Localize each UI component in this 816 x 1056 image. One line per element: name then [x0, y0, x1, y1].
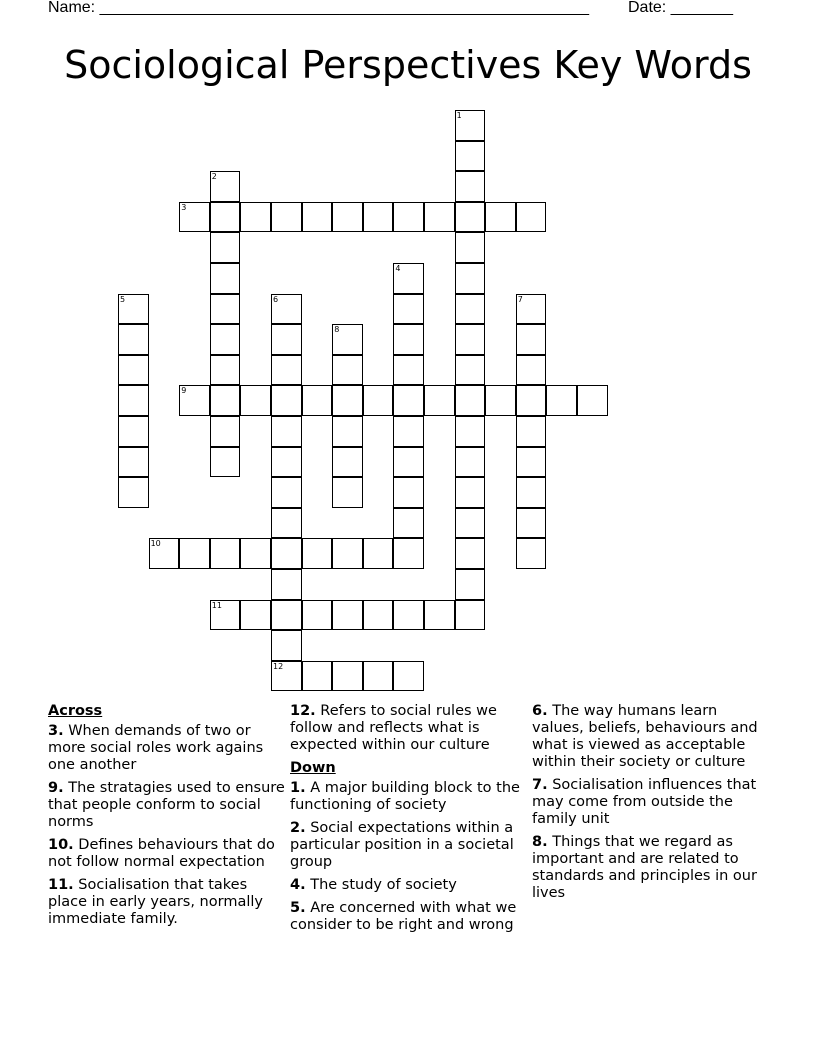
grid-cell[interactable]	[393, 355, 424, 386]
clue-number: 4	[395, 264, 401, 273]
clue-number: 8	[334, 325, 340, 335]
grid-cell[interactable]	[302, 538, 333, 569]
clue-across-10: 10. Defines behaviours that do not follow normal expectation	[48, 837, 275, 870]
grid-cell[interactable]	[179, 202, 210, 233]
grid-cell[interactable]	[393, 447, 424, 478]
grid-cell[interactable]	[118, 416, 149, 447]
grid-cell[interactable]	[485, 202, 516, 233]
grid-cell[interactable]	[332, 477, 363, 508]
grid-cell[interactable]	[455, 508, 486, 539]
grid-cell[interactable]	[271, 294, 302, 325]
grid-cell[interactable]	[455, 538, 486, 569]
clue-number: 6	[273, 294, 279, 304]
clue-down-6: 6. The way humans learn values, beliefs, behaviours and what is viewed as acceptable within their society or culture	[532, 703, 758, 770]
grid-cell[interactable]	[516, 508, 547, 539]
grid-cell[interactable]	[424, 202, 455, 233]
clues-column-1	[48, 703, 288, 934]
grid-cell[interactable]	[332, 202, 363, 233]
grid-cell[interactable]	[271, 324, 302, 355]
grid-cell[interactable]	[332, 416, 363, 447]
clue-down-8: 8. Things that we regard as important and are related to standards and principles in our lives	[532, 834, 757, 901]
clue-down-5: 5. Are concerned with what we consider to be right and wrong	[290, 900, 517, 933]
grid-cell[interactable]	[240, 538, 271, 569]
grid-cell[interactable]	[516, 385, 547, 416]
grid-cell[interactable]	[210, 171, 241, 202]
grid-cell[interactable]	[271, 630, 302, 661]
clue-number: 2	[211, 172, 217, 182]
grid-cell[interactable]	[118, 355, 149, 386]
grid-cell[interactable]	[455, 324, 486, 355]
grid-cell[interactable]	[546, 385, 577, 416]
grid-cell[interactable]	[210, 447, 241, 478]
grid-cell[interactable]	[332, 385, 363, 416]
grid-cell[interactable]	[332, 538, 363, 569]
clues-column-3	[532, 703, 772, 908]
grid-cell[interactable]	[455, 355, 486, 386]
grid-cell[interactable]	[210, 232, 241, 263]
grid-cell[interactable]	[302, 385, 333, 416]
grid-cell[interactable]	[455, 385, 486, 416]
clue-across-12: 12. Refers to social rules we follow and reflects what is expected within our culture	[290, 703, 497, 753]
down-heading: Down	[290, 760, 336, 776]
clue-number: 7	[517, 294, 523, 304]
grid-cell[interactable]	[424, 600, 455, 631]
grid-cell[interactable]	[210, 416, 241, 447]
grid-cell[interactable]	[210, 538, 241, 569]
grid-cell[interactable]	[240, 385, 271, 416]
grid-cell[interactable]	[271, 538, 302, 569]
grid-cell[interactable]	[271, 202, 302, 233]
grid-cell[interactable]	[179, 538, 210, 569]
grid-cell[interactable]	[455, 263, 486, 294]
name-field-label[interactable]: Name: _______________________________________________________	[48, 0, 589, 16]
grid-cell[interactable]	[118, 385, 149, 416]
clues-column-2	[290, 703, 530, 940]
grid-cell[interactable]	[210, 385, 241, 416]
grid-cell[interactable]	[393, 538, 424, 569]
grid-cell[interactable]	[455, 110, 486, 141]
grid-cell[interactable]	[271, 477, 302, 508]
grid-cell[interactable]	[210, 600, 241, 631]
date-field-label[interactable]: Date: _______	[628, 0, 733, 16]
grid-cell[interactable]	[393, 477, 424, 508]
grid-cell[interactable]	[455, 600, 486, 631]
grid-cell[interactable]	[332, 661, 363, 692]
grid-cell[interactable]	[271, 416, 302, 447]
grid-cell[interactable]	[332, 324, 363, 355]
grid-cell[interactable]	[424, 385, 455, 416]
grid-cell[interactable]	[393, 202, 424, 233]
grid-cell[interactable]	[393, 385, 424, 416]
grid-cell[interactable]	[363, 385, 394, 416]
clue-across-9: 9. The stratagies used to ensure that people conform to social norms	[48, 780, 285, 830]
grid-cell[interactable]	[393, 416, 424, 447]
grid-cell[interactable]	[271, 447, 302, 478]
clue-across-11: 11. Socialisation that takes place in early years, normally immediate family.	[48, 877, 263, 927]
grid-cell[interactable]	[302, 661, 333, 692]
grid-cell[interactable]	[118, 324, 149, 355]
clue-down-1: 1. A major building block to the functioning of society	[290, 780, 520, 813]
grid-cell[interactable]	[271, 385, 302, 416]
grid-cell[interactable]	[455, 171, 486, 202]
grid-cell[interactable]	[393, 294, 424, 325]
clue-down-2: 2. Social expectations within a particular position in a societal group	[290, 820, 514, 870]
clue-down-7: 7. Socialisation influences that may come from outside the family unit	[532, 777, 757, 827]
grid-cell[interactable]	[179, 385, 210, 416]
clue-number: 9	[181, 386, 187, 396]
grid-cell[interactable]	[393, 661, 424, 692]
grid-cell[interactable]	[393, 600, 424, 631]
across-heading: Across	[48, 703, 103, 719]
clue-number: 10	[150, 539, 161, 549]
grid-cell[interactable]	[210, 263, 241, 294]
grid-cell[interactable]	[271, 355, 302, 386]
grid-cell[interactable]	[455, 569, 486, 600]
grid-cell[interactable]	[210, 202, 241, 233]
grid-cell[interactable]	[516, 447, 547, 478]
grid-cell[interactable]	[455, 141, 486, 172]
grid-cell[interactable]	[332, 355, 363, 386]
grid-cell[interactable]	[516, 294, 547, 325]
grid-cell[interactable]	[393, 324, 424, 355]
grid-cell[interactable]	[363, 600, 394, 631]
grid-cell[interactable]	[302, 202, 333, 233]
grid-cell[interactable]	[210, 324, 241, 355]
clue-number: 12	[273, 661, 284, 671]
grid-cell[interactable]	[516, 416, 547, 447]
grid-cell[interactable]	[455, 447, 486, 478]
grid-cell[interactable]	[516, 355, 547, 386]
grid-cell[interactable]	[363, 202, 394, 233]
grid-cell[interactable]	[516, 202, 547, 233]
grid-cell[interactable]	[332, 447, 363, 478]
grid-cell[interactable]	[455, 202, 486, 233]
grid-cell[interactable]	[455, 416, 486, 447]
grid-cell[interactable]	[363, 661, 394, 692]
grid-cell[interactable]	[393, 508, 424, 539]
clue-down-4: 4. The study of society	[290, 877, 457, 893]
grid-cell[interactable]	[210, 355, 241, 386]
grid-cell[interactable]	[577, 385, 608, 416]
grid-cell[interactable]	[118, 477, 149, 508]
grid-cell[interactable]	[302, 600, 333, 631]
grid-cell[interactable]	[455, 232, 486, 263]
clue-across-3: 3. When demands of two or more social roles work agains one another	[48, 723, 264, 773]
grid-cell[interactable]	[118, 447, 149, 478]
page-title: Sociological Perspectives Key Words	[64, 43, 752, 87]
clue-number: 1	[456, 111, 462, 120]
grid-cell[interactable]	[455, 294, 486, 325]
grid-cell[interactable]	[393, 263, 424, 294]
clue-number: 5	[120, 294, 126, 304]
grid-cell[interactable]	[516, 538, 547, 569]
grid-cell[interactable]	[363, 538, 394, 569]
grid-cell[interactable]	[149, 538, 180, 569]
grid-cell[interactable]	[516, 324, 547, 355]
grid-cell[interactable]	[210, 294, 241, 325]
grid-cell[interactable]	[332, 600, 363, 631]
grid-cell[interactable]	[240, 202, 271, 233]
grid-cell[interactable]	[271, 569, 302, 600]
clue-number: 11	[211, 600, 222, 610]
grid-cell[interactable]	[271, 508, 302, 539]
clue-number: 3	[181, 202, 187, 212]
grid-cell[interactable]	[455, 477, 486, 508]
grid-cell[interactable]	[485, 385, 516, 416]
grid-cell[interactable]	[271, 661, 302, 692]
grid-cell[interactable]	[118, 294, 149, 325]
grid-cell[interactable]	[516, 477, 547, 508]
grid-cell[interactable]	[271, 600, 302, 631]
grid-cell[interactable]	[240, 600, 271, 631]
